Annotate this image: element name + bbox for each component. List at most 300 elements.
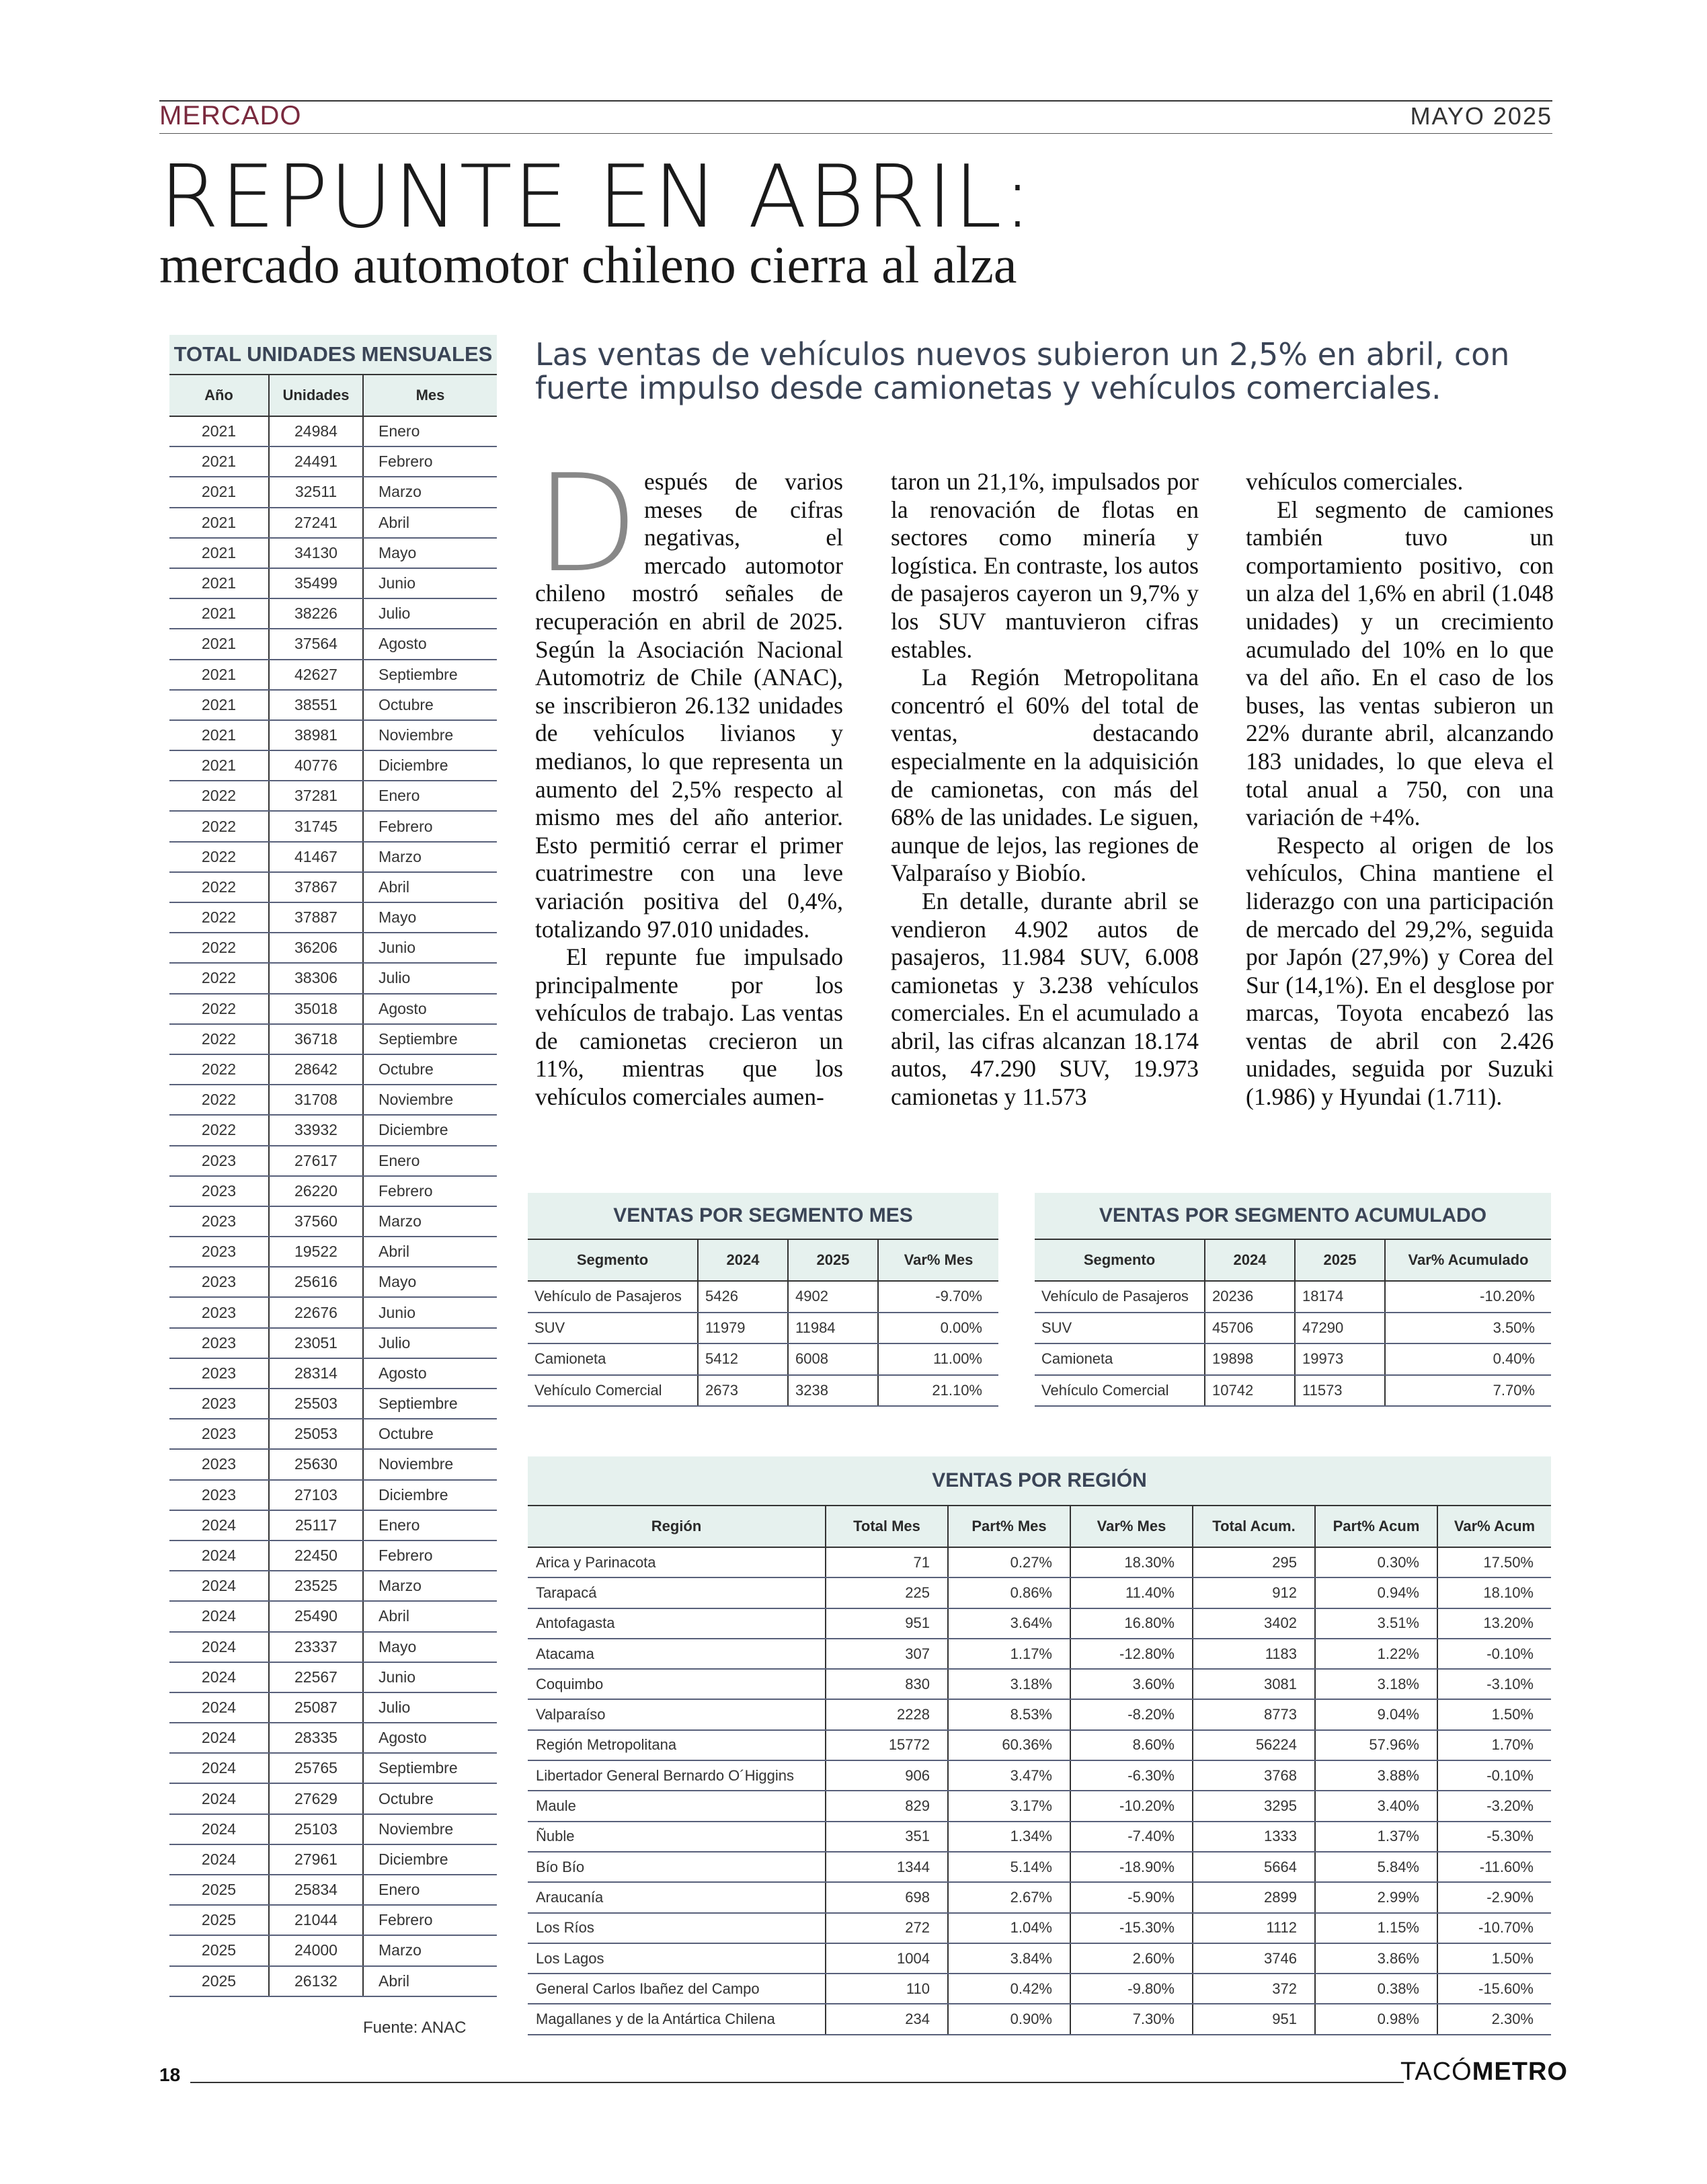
month-cell: Agosto: [363, 629, 497, 659]
region-name-cell: Maule: [528, 1791, 826, 1821]
table-row: [169, 660, 497, 690]
year-cell: 2023: [169, 1449, 269, 1479]
year-cell: 2021: [169, 416, 269, 446]
part-acum-cell: 0.30%: [1315, 1547, 1437, 1577]
value-2025-cell: 19973: [1295, 1343, 1385, 1375]
table-row: [528, 1882, 1551, 1912]
year-cell: 2021: [169, 750, 269, 781]
article-paragraph: espués de varios meses de cifras negativas, el mercado automotor chileno mostró señales de recuperación en abril de 2025. Según la Asociación Nacional Automotriz de Chile (ANAC), se inscribieron 26.132 unidades de vehículos livianos y medianos, lo que representa un aumento del 2,5% respecto al mismo mes del año anterior. Esto permitió cerrar el primer cuatrimestre con una leve variación positiva del 0,4%, totalizando 97.010 unidades.: [535, 468, 843, 943]
year-cell: 2021: [169, 538, 269, 568]
page-number: 18: [159, 2064, 181, 2085]
part-acum-cell: 0.38%: [1315, 1974, 1437, 2004]
article-column-3: [1246, 468, 1554, 1112]
year-cell: 2021: [169, 660, 269, 690]
article-paragraph: El repunte fue impulsado principalmente por los vehículos de trabajo. Las ventas de camionetas crecieron un 11%, mientras que los vehículos comerciales aumen-: [535, 943, 843, 1111]
table-row: [528, 1639, 1551, 1669]
units-cell: 33932: [269, 1115, 363, 1145]
var-mes-cell: -8.20%: [1070, 1699, 1193, 1729]
total-mes-cell: 272: [826, 1913, 948, 1943]
month-cell: Octubre: [363, 1419, 497, 1449]
month-cell: Septiembre: [363, 660, 497, 690]
region-name-cell: Araucanía: [528, 1882, 826, 1912]
table-row: [169, 1085, 497, 1115]
month-cell: Marzo: [363, 1206, 497, 1237]
article-paragraph: El segmento de camiones también tuvo un comportamiento positivo, con un alza del 1,6% en abril (1.048 unidades) y un crecimiento acumulado del 10% en lo que va del año. En el caso de los buses, las ventas subieron un 22% durante abril, alcanzando 183 unidades, lo que eleva el total anual a 750, con una variación de +4%.: [1246, 496, 1554, 831]
units-cell: 38551: [269, 690, 363, 720]
var-acum-cell: -11.60%: [1437, 1852, 1551, 1882]
part-acum-cell: 2.99%: [1315, 1882, 1437, 1912]
total-acum-cell: 3768: [1193, 1760, 1315, 1791]
month-cell: Enero: [363, 416, 497, 446]
var-acum-cell: -5.30%: [1437, 1822, 1551, 1852]
table-row: [169, 1328, 497, 1358]
units-cell: 36206: [269, 933, 363, 963]
units-cell: 21044: [269, 1905, 363, 1935]
segment-accumulated-table: [1035, 1193, 1551, 1407]
value-2025-cell: 18174: [1295, 1281, 1385, 1313]
region-name-cell: Valparaíso: [528, 1699, 826, 1729]
units-cell: 28642: [269, 1054, 363, 1085]
units-cell: 42627: [269, 660, 363, 690]
col-header-2024: 2024: [698, 1239, 788, 1281]
month-cell: Abril: [363, 508, 497, 538]
part-acum-cell: 1.15%: [1315, 1913, 1437, 1943]
var-acum-cell: -3.20%: [1437, 1791, 1551, 1821]
variation-cell: 11.00%: [878, 1343, 998, 1375]
section-label: MERCADO: [159, 101, 302, 130]
region-name-cell: Tarapacá: [528, 1577, 826, 1608]
table-row: [169, 872, 497, 902]
year-cell: 2023: [169, 1328, 269, 1358]
total-mes-cell: 830: [826, 1669, 948, 1699]
table-row: [528, 1699, 1551, 1729]
year-cell: 2025: [169, 1905, 269, 1935]
units-cell: 37564: [269, 629, 363, 659]
region-name-cell: Atacama: [528, 1639, 826, 1669]
total-acum-cell: 295: [1193, 1547, 1315, 1577]
month-cell: Enero: [363, 1875, 497, 1905]
table-row: [528, 1577, 1551, 1608]
page-subtitle: mercado automotor chileno cierra al alza: [159, 235, 1017, 294]
article-paragraph: vehículos comerciales.: [1246, 468, 1464, 495]
segment-cell: Vehículo de Pasajeros: [1035, 1281, 1205, 1313]
month-cell: Enero: [363, 1510, 497, 1540]
part-mes-cell: 1.17%: [948, 1639, 1070, 1669]
total-mes-cell: 225: [826, 1577, 948, 1608]
table-row: [528, 1974, 1551, 2004]
table-row: [528, 1547, 1551, 1577]
col-header-part-acum: Part% Acum: [1315, 1506, 1437, 1547]
year-cell: 2021: [169, 690, 269, 720]
table-row: [169, 1449, 497, 1479]
part-acum-cell: 3.86%: [1315, 1943, 1437, 1974]
table-row: [528, 1943, 1551, 1974]
total-acum-cell: 1112: [1193, 1913, 1315, 1943]
month-cell: Noviembre: [363, 720, 497, 750]
total-mes-cell: 829: [826, 1791, 948, 1821]
value-2025-cell: 4902: [788, 1281, 878, 1313]
var-acum-cell: -2.90%: [1437, 1882, 1551, 1912]
table-row: [169, 1966, 497, 1996]
region-name-cell: Coquimbo: [528, 1669, 826, 1699]
region-name-cell: Arica y Parinacota: [528, 1547, 826, 1577]
total-mes-cell: 307: [826, 1639, 948, 1669]
region-name-cell: General Carlos Ibañez del Campo: [528, 1974, 826, 2004]
units-cell: 37887: [269, 902, 363, 933]
total-mes-cell: 71: [826, 1547, 948, 1577]
table-row: [528, 1669, 1551, 1699]
part-acum-cell: 3.88%: [1315, 1760, 1437, 1791]
units-cell: 40776: [269, 750, 363, 781]
units-cell: 24491: [269, 446, 363, 477]
month-cell: Diciembre: [363, 1844, 497, 1875]
units-cell: 41467: [269, 842, 363, 872]
source-note: Fuente: ANAC: [363, 2019, 467, 2037]
segment-cell: Vehículo de Pasajeros: [528, 1281, 698, 1313]
total-mes-cell: 2228: [826, 1699, 948, 1729]
table-row: [169, 1875, 497, 1905]
article-column-2: [891, 468, 1199, 1112]
table-row: [528, 1281, 998, 1313]
table-row: [528, 1852, 1551, 1882]
col-header-segment: Segmento: [1035, 1239, 1205, 1281]
var-mes-cell: 11.40%: [1070, 1577, 1193, 1608]
part-mes-cell: 3.64%: [948, 1608, 1070, 1639]
monthly-table-title: TOTAL UNIDADES MENSUALES: [169, 335, 497, 375]
part-acum-cell: 3.51%: [1315, 1608, 1437, 1639]
part-mes-cell: 0.90%: [948, 2004, 1070, 2034]
year-cell: 2022: [169, 842, 269, 872]
table-row: [169, 1510, 497, 1540]
drop-cap: D: [535, 446, 639, 602]
col-header-part-mes: Part% Mes: [948, 1506, 1070, 1547]
table-row: [528, 1343, 998, 1375]
value-2025-cell: 11573: [1295, 1375, 1385, 1407]
table-row: [528, 1791, 1551, 1821]
value-2025-cell: 6008: [788, 1343, 878, 1375]
col-header-2025: 2025: [1295, 1239, 1385, 1281]
table-row: [169, 1723, 497, 1753]
segment-cell: SUV: [528, 1313, 698, 1344]
table-row: [169, 1753, 497, 1783]
part-acum-cell: 1.22%: [1315, 1639, 1437, 1669]
units-cell: 31708: [269, 1085, 363, 1115]
month-cell: Septiembre: [363, 1753, 497, 1783]
var-acum-cell: -15.60%: [1437, 1974, 1551, 2004]
segment-month-title: VENTAS POR SEGMENTO MES: [528, 1193, 998, 1239]
var-mes-cell: -6.30%: [1070, 1760, 1193, 1791]
month-cell: Febrero: [363, 811, 497, 841]
total-acum-cell: 1333: [1193, 1822, 1315, 1852]
var-mes-cell: -12.80%: [1070, 1639, 1193, 1669]
year-cell: 2021: [169, 508, 269, 538]
year-cell: 2024: [169, 1753, 269, 1783]
total-mes-cell: 1004: [826, 1943, 948, 1974]
var-mes-cell: -18.90%: [1070, 1852, 1193, 1882]
month-cell: Febrero: [363, 446, 497, 477]
var-mes-cell: -5.90%: [1070, 1882, 1193, 1912]
total-mes-cell: 1344: [826, 1852, 948, 1882]
value-2025-cell: 3238: [788, 1375, 878, 1407]
var-acum-cell: -10.70%: [1437, 1913, 1551, 1943]
col-header-2024: 2024: [1205, 1239, 1295, 1281]
units-cell: 28314: [269, 1358, 363, 1389]
year-cell: 2022: [169, 933, 269, 963]
col-header-region: Región: [528, 1506, 826, 1547]
table-row: [169, 1115, 497, 1145]
units-cell: 32511: [269, 477, 363, 507]
var-mes-cell: 16.80%: [1070, 1608, 1193, 1639]
table-row: [169, 994, 497, 1024]
part-mes-cell: 0.42%: [948, 1974, 1070, 2004]
units-cell: 23525: [269, 1571, 363, 1601]
part-mes-cell: 3.84%: [948, 1943, 1070, 1974]
month-cell: Agosto: [363, 1723, 497, 1753]
segment-month-table: [528, 1193, 998, 1407]
units-cell: 27103: [269, 1480, 363, 1510]
part-mes-cell: 3.17%: [948, 1791, 1070, 1821]
month-cell: Enero: [363, 1146, 497, 1176]
year-cell: 2024: [169, 1723, 269, 1753]
units-cell: 22567: [269, 1662, 363, 1692]
value-2024-cell: 11979: [698, 1313, 788, 1344]
units-cell: 37867: [269, 872, 363, 902]
monthly-units-table: [169, 335, 497, 1997]
var-acum-cell: 18.10%: [1437, 1577, 1551, 1608]
year-cell: 2024: [169, 1510, 269, 1540]
units-cell: 25765: [269, 1753, 363, 1783]
var-mes-cell: -7.40%: [1070, 1822, 1193, 1852]
col-header-units: Unidades: [269, 375, 363, 416]
month-cell: Junio: [363, 1662, 497, 1692]
segment-cell: Vehículo Comercial: [528, 1375, 698, 1407]
year-cell: 2024: [169, 1814, 269, 1844]
region-name-cell: Los Lagos: [528, 1943, 826, 1974]
region-table: [528, 1456, 1551, 2035]
article-paragraph: Respecto al origen de los vehículos, China mantiene el liderazgo con una participación de mercado del 29,2%, seguida por Japón (27,9%) y Corea del Sur (14,1%). En el desglose por marcas, Toyota encabezó las ventas de abril con 2.426 unidades, seguida por Suzuki (1.986) y Hyundai (1.711).: [1246, 831, 1554, 1111]
month-cell: Agosto: [363, 1358, 497, 1389]
value-2025-cell: 47290: [1295, 1313, 1385, 1344]
total-mes-cell: 906: [826, 1760, 948, 1791]
month-cell: Enero: [363, 781, 497, 811]
total-acum-cell: 1183: [1193, 1639, 1315, 1669]
col-header-segment: Segmento: [528, 1239, 698, 1281]
table-row: [169, 1601, 497, 1631]
units-cell: 25616: [269, 1267, 363, 1297]
table-row: [528, 1730, 1551, 1760]
month-cell: Febrero: [363, 1540, 497, 1571]
region-name-cell: Magallanes y de la Antártica Chilena: [528, 2004, 826, 2034]
units-cell: 25834: [269, 1875, 363, 1905]
part-acum-cell: 0.94%: [1315, 1577, 1437, 1608]
table-row: [169, 1571, 497, 1601]
year-cell: 2022: [169, 781, 269, 811]
year-cell: 2021: [169, 568, 269, 598]
col-header-month: Mes: [363, 375, 497, 416]
total-mes-cell: 351: [826, 1822, 948, 1852]
table-row: [169, 1267, 497, 1297]
col-header-2025: 2025: [788, 1239, 878, 1281]
month-cell: Julio: [363, 1328, 497, 1358]
table-row: [528, 1760, 1551, 1791]
brand-text-b: METRO: [1472, 2058, 1568, 2086]
units-cell: 22450: [269, 1540, 363, 1571]
year-cell: 2023: [169, 1237, 269, 1267]
month-cell: Septiembre: [363, 1389, 497, 1419]
part-mes-cell: 2.67%: [948, 1882, 1070, 1912]
year-cell: 2022: [169, 872, 269, 902]
units-cell: 27241: [269, 508, 363, 538]
variation-cell: 0.40%: [1385, 1343, 1551, 1375]
part-acum-cell: 5.84%: [1315, 1852, 1437, 1882]
units-cell: 23051: [269, 1328, 363, 1358]
part-mes-cell: 8.53%: [948, 1699, 1070, 1729]
header-rule: [159, 100, 1552, 102]
units-cell: 27961: [269, 1844, 363, 1875]
table-row: [169, 629, 497, 659]
table-row: [528, 1913, 1551, 1943]
units-cell: 25117: [269, 1510, 363, 1540]
year-cell: 2024: [169, 1844, 269, 1875]
table-row: [169, 1480, 497, 1510]
month-cell: Abril: [363, 1601, 497, 1631]
var-acum-cell: 13.20%: [1437, 1608, 1551, 1639]
var-acum-cell: -0.10%: [1437, 1760, 1551, 1791]
var-acum-cell: 1.50%: [1437, 1699, 1551, 1729]
article-paragraph: La Región Metropolitana concentró el 60% del total de ventas, destacando especialmente en la adquisición de camionetas, con más del 68% de las unidades. Le siguen, aunque de lejos, las regiones de Valparaíso y Biobío.: [891, 664, 1199, 887]
year-cell: 2023: [169, 1358, 269, 1389]
month-cell: Diciembre: [363, 750, 497, 781]
table-row: [528, 1822, 1551, 1852]
total-acum-cell: 3081: [1193, 1669, 1315, 1699]
table-row: [169, 1054, 497, 1085]
month-cell: Mayo: [363, 902, 497, 933]
var-acum-cell: 2.30%: [1437, 2004, 1551, 2034]
units-cell: 25103: [269, 1814, 363, 1844]
units-cell: 38306: [269, 963, 363, 993]
part-mes-cell: 3.47%: [948, 1760, 1070, 1791]
month-cell: Septiembre: [363, 1024, 497, 1054]
table-row: [169, 1935, 497, 1965]
part-mes-cell: 1.04%: [948, 1913, 1070, 1943]
units-cell: 25503: [269, 1389, 363, 1419]
part-acum-cell: 1.37%: [1315, 1822, 1437, 1852]
part-mes-cell: 1.34%: [948, 1822, 1070, 1852]
table-row: [169, 598, 497, 629]
year-cell: 2025: [169, 1935, 269, 1965]
segment-cell: Camioneta: [1035, 1343, 1205, 1375]
table-row: [1035, 1281, 1551, 1313]
month-cell: Marzo: [363, 1571, 497, 1601]
table-row: [169, 1814, 497, 1844]
year-cell: 2021: [169, 629, 269, 659]
var-acum-cell: 1.50%: [1437, 1943, 1551, 1974]
month-cell: Octubre: [363, 1783, 497, 1814]
part-mes-cell: 5.14%: [948, 1852, 1070, 1882]
article-column-1: [535, 446, 843, 1112]
variation-cell: 21.10%: [878, 1375, 998, 1407]
part-acum-cell: 9.04%: [1315, 1699, 1437, 1729]
table-row: [169, 690, 497, 720]
month-cell: Junio: [363, 1297, 497, 1327]
units-cell: 22676: [269, 1297, 363, 1327]
var-acum-cell: 1.70%: [1437, 1730, 1551, 1760]
total-acum-cell: 3295: [1193, 1791, 1315, 1821]
part-mes-cell: 0.86%: [948, 1577, 1070, 1608]
units-cell: 31745: [269, 811, 363, 841]
month-cell: Junio: [363, 568, 497, 598]
col-header-var: Var% Acumulado: [1385, 1239, 1551, 1281]
segment-cell: SUV: [1035, 1313, 1205, 1344]
table-row: [169, 1844, 497, 1875]
year-cell: 2023: [169, 1389, 269, 1419]
part-mes-cell: 3.18%: [948, 1669, 1070, 1699]
total-mes-cell: 234: [826, 2004, 948, 2034]
units-cell: 19522: [269, 1237, 363, 1267]
total-acum-cell: 912: [1193, 1577, 1315, 1608]
total-mes-cell: 951: [826, 1608, 948, 1639]
table-row: [169, 1540, 497, 1571]
table-row: [169, 508, 497, 538]
month-cell: Noviembre: [363, 1449, 497, 1479]
table-row: [169, 1419, 497, 1449]
table-row: [169, 1905, 497, 1935]
month-cell: Octubre: [363, 690, 497, 720]
table-row: [169, 963, 497, 993]
variation-cell: 7.70%: [1385, 1375, 1551, 1407]
brand-text-a: TACÓ: [1400, 2058, 1472, 2086]
value-2024-cell: 2673: [698, 1375, 788, 1407]
table-row: [528, 1375, 998, 1407]
total-acum-cell: 8773: [1193, 1699, 1315, 1729]
total-mes-cell: 15772: [826, 1730, 948, 1760]
segment-acc-title: VENTAS POR SEGMENTO ACUMULADO: [1035, 1193, 1551, 1239]
table-row: [169, 416, 497, 446]
part-mes-cell: 60.36%: [948, 1730, 1070, 1760]
year-cell: 2024: [169, 1540, 269, 1571]
var-mes-cell: -10.20%: [1070, 1791, 1193, 1821]
var-mes-cell: 8.60%: [1070, 1730, 1193, 1760]
var-acum-cell: -0.10%: [1437, 1639, 1551, 1669]
table-row: [169, 750, 497, 781]
table-row: [169, 1632, 497, 1662]
year-cell: 2023: [169, 1419, 269, 1449]
total-acum-cell: 951: [1193, 2004, 1315, 2034]
table-row: [169, 842, 497, 872]
units-cell: 25053: [269, 1419, 363, 1449]
table-row: [169, 933, 497, 963]
month-cell: Junio: [363, 933, 497, 963]
var-mes-cell: 7.30%: [1070, 2004, 1193, 2034]
page-title: REPUNTE EN ABRIL:: [159, 147, 1033, 247]
year-cell: 2023: [169, 1267, 269, 1297]
var-mes-cell: -9.80%: [1070, 1974, 1193, 2004]
value-2024-cell: 10742: [1205, 1375, 1295, 1407]
region-name-cell: Ñuble: [528, 1822, 826, 1852]
part-acum-cell: 3.18%: [1315, 1669, 1437, 1699]
year-cell: 2022: [169, 902, 269, 933]
brand-logo: [1400, 2058, 1568, 2086]
issue-date: MAYO 2025: [1410, 102, 1552, 130]
table-row: [528, 1313, 998, 1344]
table-row: [169, 446, 497, 477]
table-row: [169, 1176, 497, 1206]
year-cell: 2023: [169, 1176, 269, 1206]
year-cell: 2021: [169, 598, 269, 629]
lead-paragraph: Las ventas de vehículos nuevos subieron un 2,5% en abril, con fuerte impulso desde camionetas y vehículos comerciales.: [535, 336, 1510, 406]
var-acum-cell: -3.10%: [1437, 1669, 1551, 1699]
total-acum-cell: 3746: [1193, 1943, 1315, 1974]
